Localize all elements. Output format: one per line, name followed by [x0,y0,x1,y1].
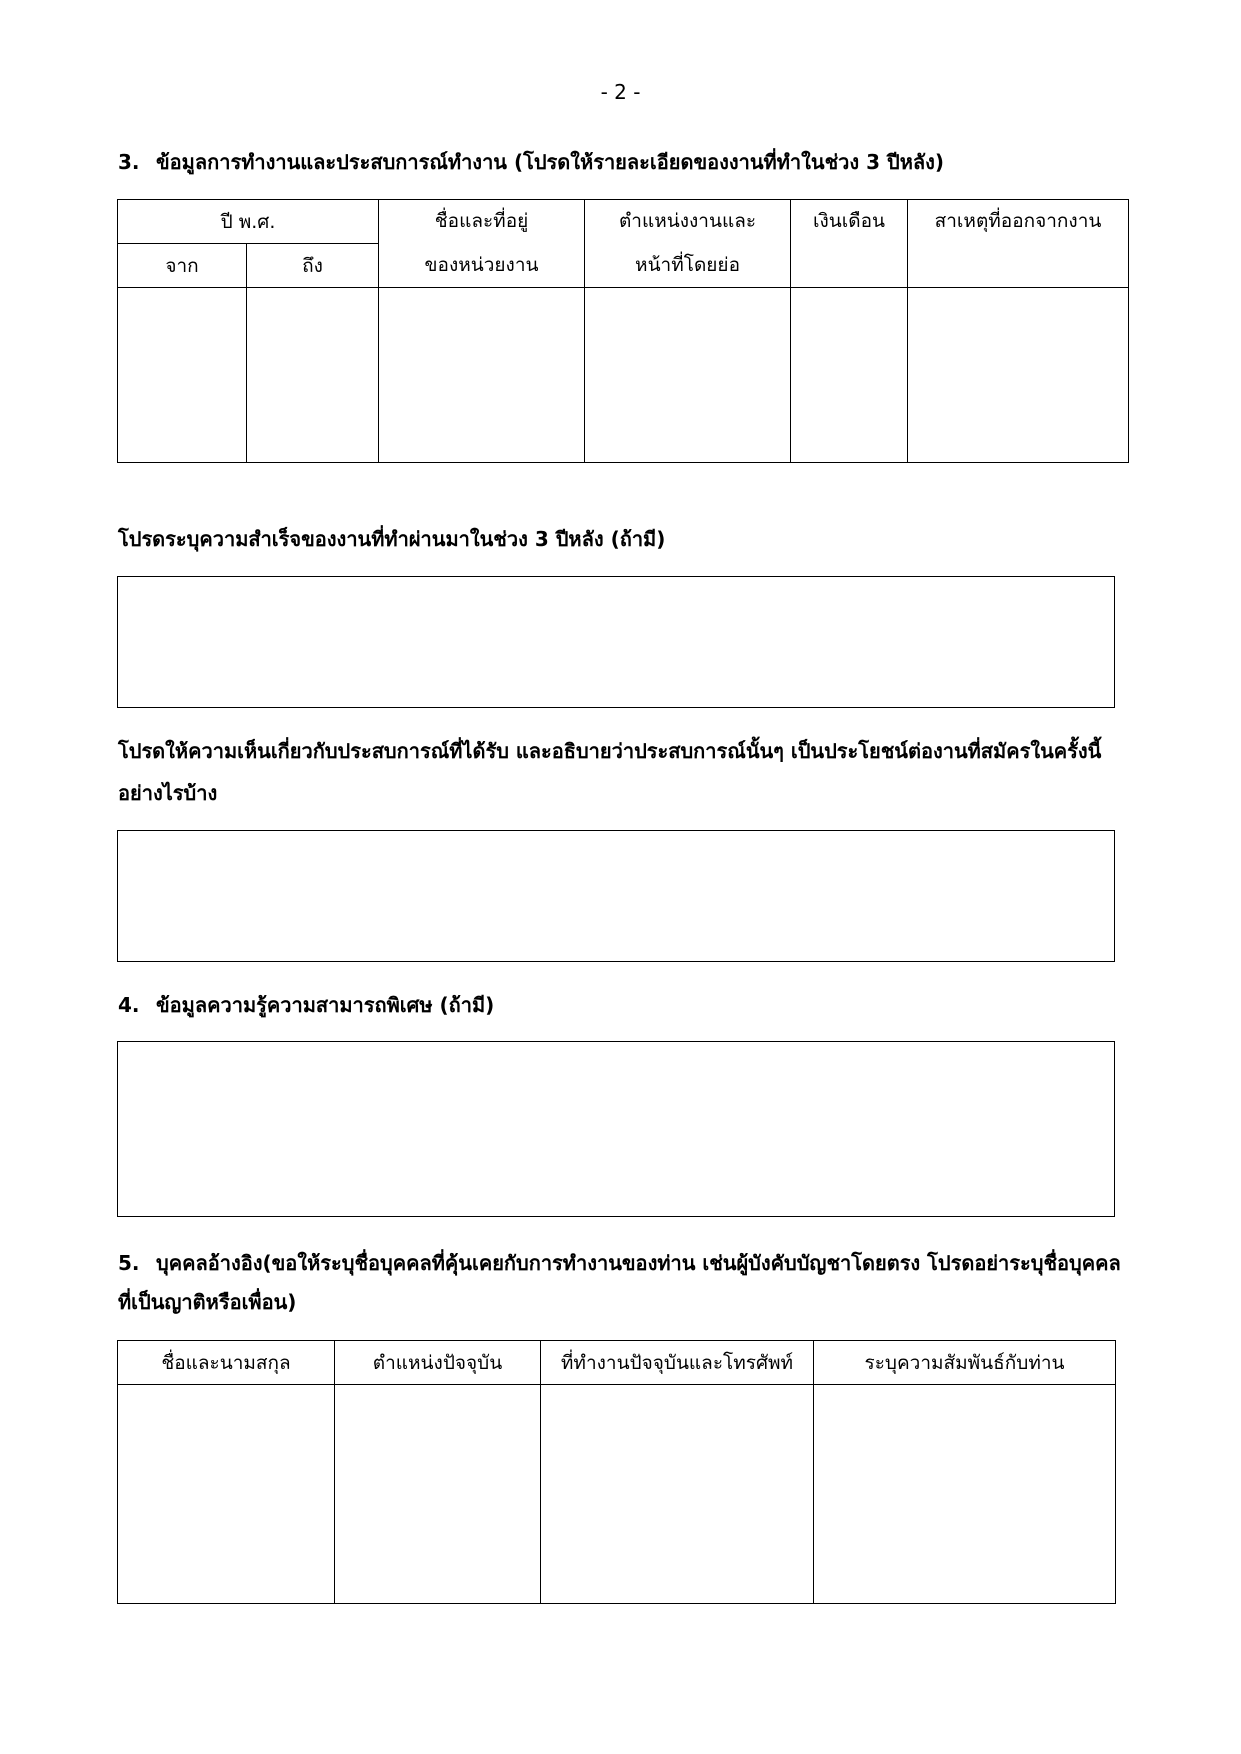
ref-workplace-header: ที่ทำงานปัจจุบันและโทรศัพท์ [541,1341,814,1385]
section-3-heading [118,137,944,187]
work-history-table [117,199,1129,463]
achievements-prompt: โปรดระบุความสำเร็จของงานที่ทำผ่านมาในช่วง 3 ปีหลัง (ถ้ามี) [118,527,666,551]
reason-left-header: สาเหตุที่ออกจากงาน [908,200,1129,288]
reason-left-cell[interactable] [908,288,1129,463]
organization-header-line1: ชื่อและที่อยู่ [434,210,529,232]
ref-relationship-cell[interactable] [814,1385,1116,1604]
organization-cell[interactable] [379,288,585,463]
section-5-title-line1: บุคคลอ้างอิง(ขอให้ระบุชื่อบุคคลที่คุ้นเคยกับการทำงานของท่าน เช่นผู้บังคับบัญชาโดยตรง โปรดอย่าระบุชื่อบุคคล [156,1251,1121,1275]
table-row [118,288,1129,463]
position-header-line1: ตำแหน่งงานและ [618,210,757,232]
experience-prompt-line2: อย่างไรบ้าง [118,781,218,805]
ref-name-cell[interactable] [118,1385,335,1604]
salary-header: เงินเดือน [791,200,908,288]
references-table [117,1340,1116,1604]
to-year-header: ถึง [247,244,379,288]
ref-position-cell[interactable] [335,1385,541,1604]
ref-name-header: ชื่อและนามสกุล [118,1341,335,1385]
table-row [118,1385,1116,1604]
organization-header-line2: ของหน่วยงาน [424,254,539,276]
ref-workplace-cell[interactable] [541,1385,814,1604]
position-header-line2: หน้าที่โดยย่อ [635,254,740,276]
experience-prompt-line1: โปรดให้ความเห็นเกี่ยวกับประสบการณ์ที่ได้รับ และอธิบายว่าประสบการณ์นั้นๆ เป็นประโยชน์ต่องานที่สมัครในครั้งนี้ [118,739,1102,763]
salary-cell[interactable] [791,288,908,463]
section-4-title: ข้อมูลความรู้ความสามารถพิเศษ (ถ้ามี) [156,993,495,1017]
position-header [585,200,791,288]
from-year-cell[interactable] [118,288,247,463]
to-year-cell[interactable] [247,288,379,463]
ref-position-header: ตำแหน่งปัจจุบัน [335,1341,541,1385]
position-cell[interactable] [585,288,791,463]
section-3-title: ข้อมูลการทำงานและประสบการณ์ทำงาน (โปรดให้รายละเอียดของงานที่ทำในช่วง 3 ปีหลัง) [156,150,945,174]
experience-opinion-box[interactable] [117,830,1115,962]
section-5-number: 5. [118,1251,140,1275]
achievements-box[interactable] [117,576,1115,708]
section-4-heading [118,980,494,1030]
year-header: ปี พ.ศ. [118,200,379,244]
special-skills-box[interactable] [117,1041,1115,1217]
section-3-number: 3. [118,150,140,174]
section-5-title-line2: ที่เป็นญาติหรือเพื่อน) [118,1290,297,1314]
from-year-header: จาก [118,244,247,288]
page-number: - 2 - [600,80,641,104]
organization-header [379,200,585,288]
ref-relationship-header: ระบุความสัมพันธ์กับท่าน [814,1341,1116,1385]
section-4-number: 4. [118,993,140,1017]
